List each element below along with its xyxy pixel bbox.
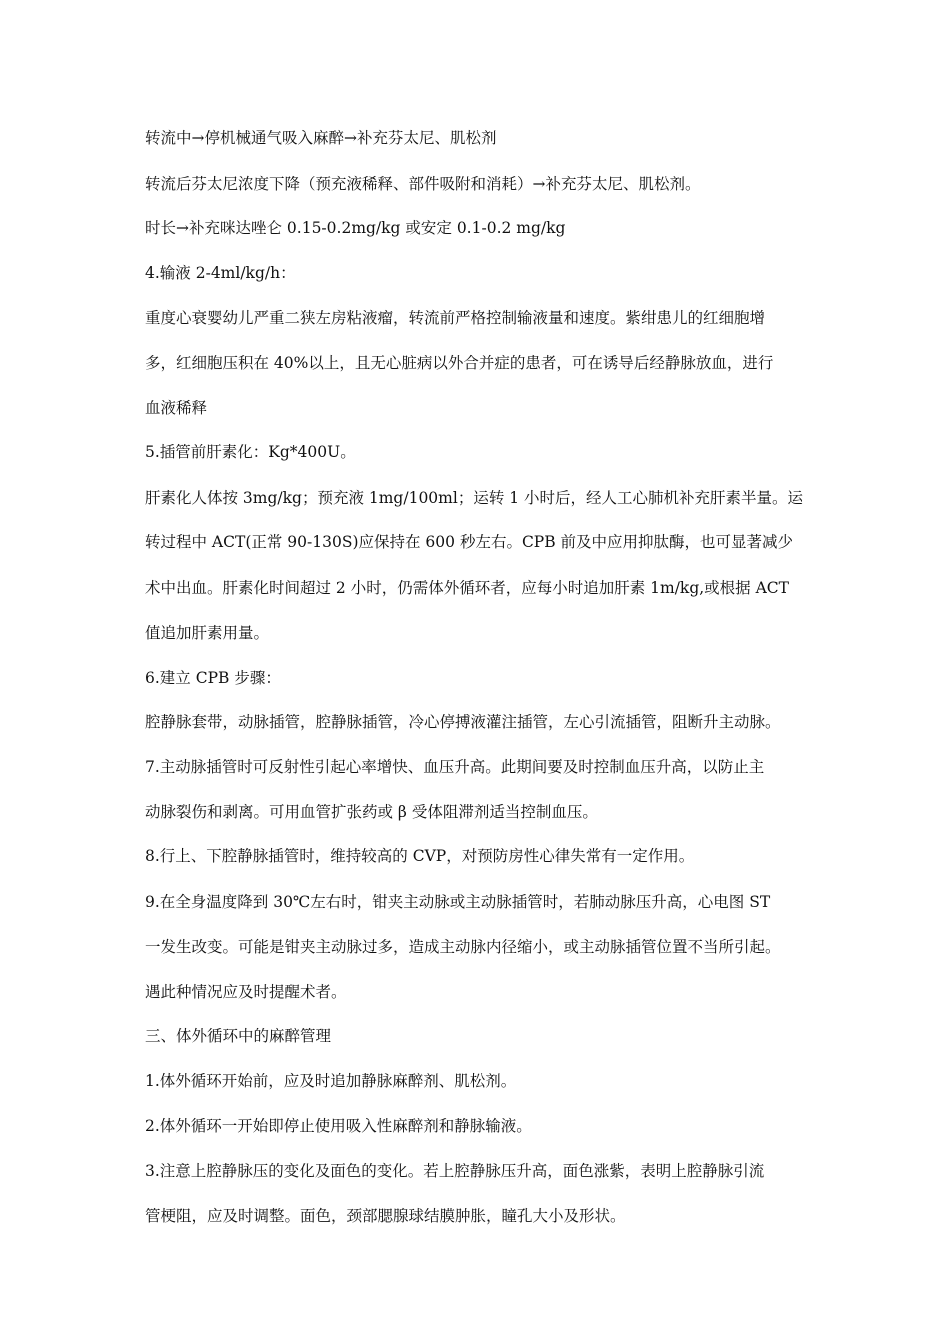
text-line: 值追加肝素用量。 xyxy=(145,624,270,642)
text-line: 重度心衰婴幼儿严重二狭左房粘液瘤，转流前严格控制输液量和速度。紫绀患儿的红细胞增 xyxy=(145,309,766,327)
text-line: 8.行上、下腔静脉插管时，维持较高的 CVP，对预防房性心律失常有一定作用。 xyxy=(145,847,695,865)
text-line: 转流中→停机械通气吸入麻醉→补充芬太尼、肌松剂 xyxy=(145,129,497,147)
text-line: 转过程中 ACT(正常 90-130S)应保持在 600 秒左右。CPB 前及中应用抑肽酶，也可显著减少 xyxy=(145,533,794,551)
text-line: 7.主动脉插管时可反射性引起心率增快、血压升高。此期间要及时控制血压升高，以防止主 xyxy=(145,758,765,776)
text-line: 3.注意上腔静脉压的变化及面色的变化。若上腔静脉压升高，面色涨紫，表明上腔静脉引流 xyxy=(145,1162,765,1180)
section-heading: 三、体外循环中的麻醉管理 xyxy=(145,1027,332,1045)
text-line: 腔静脉套带，动脉插管，腔静脉插管，冷心停搏液灌注插管，左心引流插管，阻断升主动脉。 xyxy=(145,713,781,731)
text-line: 转流后芬太尼浓度下降（预充液稀释、部件吸附和消耗）→补充芬太尼、肌松剂。 xyxy=(145,175,701,193)
text-line: 多，红细胞压积在 40%以上，且无心脏病以外合并症的患者，可在诱导后经静脉放血，进行 xyxy=(145,354,774,372)
text-line: 动脉裂伤和剥离。可用血管扩张药或 β 受体阻滞剂适当控制血压。 xyxy=(145,803,598,821)
text-line: 2.体外循环一开始即停止使用吸入性麻醉剂和静脉输液。 xyxy=(145,1117,532,1135)
text-line: 6.建立 CPB 步骤： xyxy=(145,669,281,687)
text-line: 管梗阻，应及时调整。面色，颈部腮腺球结膜肿胀，瞳孔大小及形状。 xyxy=(145,1207,626,1225)
text-line: 5.插管前肝素化：Kg*400U。 xyxy=(145,443,356,461)
text-line: 时长→补充咪达唑仑 0.15-0.2mg/kg 或安定 0.1-0.2 mg/kg xyxy=(145,219,566,237)
text-line: 一发生改变。可能是钳夹主动脉过多，造成主动脉内径缩小，或主动脉插管位置不当所引起。 xyxy=(145,938,781,956)
text-line: 血液稀释 xyxy=(145,399,208,417)
text-line: 术中出血。肝素化时间超过 2 小时，仍需体外循环者，应每小时追加肝素 1m/kg,或根据 ACT xyxy=(145,579,789,597)
text-line: 4.输液 2-4ml/kg/h： xyxy=(145,264,296,282)
text-line: 1.体外循环开始前，应及时追加静脉麻醉剂、肌松剂。 xyxy=(145,1072,517,1090)
text-line: 肝素化人体按 3mg/kg；预充液 1mg/100ml；运转 1 小时后，经人工心肺机补充肝素半量。运 xyxy=(145,489,804,507)
text-line: 遇此种情况应及时提醒术者。 xyxy=(145,983,347,1001)
text-line: 9.在全身温度降到 30℃左右时，钳夹主动脉或主动脉插管时，若肺动脉压升高，心电图 ST xyxy=(145,893,771,911)
